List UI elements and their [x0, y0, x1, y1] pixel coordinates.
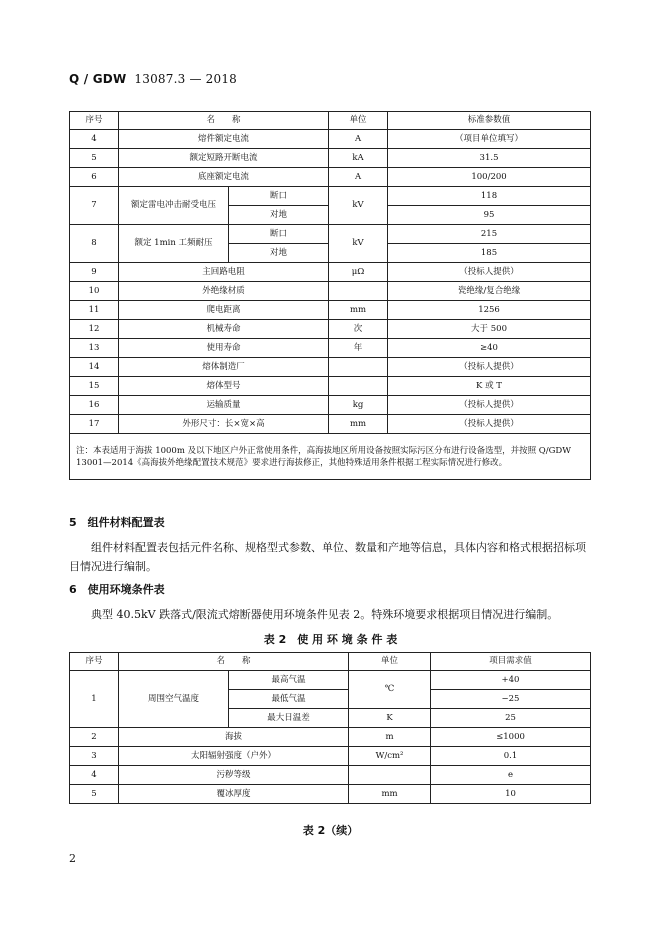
- cell-name: 额定短路开断电流: [119, 149, 329, 168]
- section-6-text: 典型 40.5kV 跌落式/限流式熔断器使用环境条件见表 2。特殊环境要求根据项目情况进行编制。: [91, 608, 559, 621]
- cell-name: 底座额定电流: [119, 168, 329, 187]
- cell-name: 运输质量: [119, 396, 329, 415]
- cell-name: 主回路电阻: [119, 263, 329, 282]
- standard-number: 13087.3 — 2018: [134, 72, 238, 86]
- cell-name: 太阳辐射强度（户外）: [119, 747, 349, 766]
- header-unit: 单位: [329, 112, 388, 130]
- cell-value: 185: [388, 244, 591, 263]
- cell-value: （投标人提供）: [388, 358, 591, 377]
- cell-value: 31.5: [388, 149, 591, 168]
- table-note-row: [70, 434, 591, 480]
- header-seq: 序号: [70, 653, 119, 671]
- page-number: 2: [69, 852, 76, 865]
- header-value: 标准参数值: [388, 112, 591, 130]
- section-6-heading: 6 使用环境条件表: [69, 583, 165, 596]
- cell-value: 10: [431, 785, 591, 804]
- cell-seq: 6: [70, 168, 119, 187]
- table-note: 注：本表适用于海拔 1000m 及以下地区户外正常使用条件，高海拔地区所用设备按照实际污区分布进行设备选型，并按照 Q/GDW 13001—2014《高海拔外绝缘配置技术规范》要求进行海拔修正，其他特殊适用条件根据工程实际情况进行修改。: [70, 434, 591, 480]
- table-row: [70, 415, 591, 434]
- table-row: [70, 225, 591, 244]
- cell-value: +40: [431, 671, 591, 690]
- header-unit: 单位: [349, 653, 431, 671]
- cell-unit: A: [329, 168, 388, 187]
- table-row: [70, 168, 591, 187]
- header-name: 名 称: [119, 112, 329, 130]
- cell-seq: 4: [70, 130, 119, 149]
- cell-seq: 17: [70, 415, 119, 434]
- table-2-continued: 表 2（续）: [302, 824, 359, 837]
- table-row: [70, 747, 591, 766]
- cell-subname: 对地: [229, 206, 329, 225]
- cell-name: 熔体制造厂: [119, 358, 329, 377]
- table-row: [70, 301, 591, 320]
- cell-value: （投标人提供）: [388, 396, 591, 415]
- cell-unit: kg: [329, 396, 388, 415]
- cell-seq: 5: [70, 149, 119, 168]
- table-row: [70, 282, 591, 301]
- cell-unit: [349, 766, 431, 785]
- cell-seq: 8: [70, 225, 119, 263]
- cell-seq: 13: [70, 339, 119, 358]
- cell-value: ≤1000: [431, 728, 591, 747]
- header-value: 项目需求值: [431, 653, 591, 671]
- cell-seq: 3: [70, 747, 119, 766]
- cell-value: 25: [431, 709, 591, 728]
- cell-value: e: [431, 766, 591, 785]
- cell-name: 熔件额定电流: [119, 130, 329, 149]
- table-row: [70, 320, 591, 339]
- table-row: [70, 130, 591, 149]
- cell-name: 额定雷电冲击耐受电压: [119, 187, 229, 225]
- cell-unit: mm: [329, 301, 388, 320]
- table-header-row: [70, 653, 591, 671]
- table-row: [70, 671, 591, 690]
- section-5-heading: 5 组件材料配置表: [69, 516, 165, 529]
- cell-seq: 12: [70, 320, 119, 339]
- table-row: [70, 263, 591, 282]
- cell-seq: 15: [70, 377, 119, 396]
- cell-unit: kV: [329, 187, 388, 225]
- cell-name: 额定 1min 工频耐压: [119, 225, 229, 263]
- table-header-row: [70, 112, 591, 130]
- cell-value: 瓷绝缘/复合绝缘: [388, 282, 591, 301]
- cell-subname: 最大日温差: [229, 709, 349, 728]
- cell-value: −25: [431, 690, 591, 709]
- parameter-table: [69, 111, 591, 480]
- table-row: [70, 149, 591, 168]
- cell-seq: 4: [70, 766, 119, 785]
- cell-name: 爬电距离: [119, 301, 329, 320]
- cell-subname: 断口: [229, 187, 329, 206]
- cell-unit: [329, 282, 388, 301]
- cell-seq: 7: [70, 187, 119, 225]
- cell-subname: 最低气温: [229, 690, 349, 709]
- cell-unit: kA: [329, 149, 388, 168]
- table-row: [70, 187, 591, 206]
- cell-name: 熔体型号: [119, 377, 329, 396]
- cell-unit: kV: [329, 225, 388, 263]
- cell-name: 外形尺寸：长×宽×高: [119, 415, 329, 434]
- cell-name: 周围空气温度: [119, 671, 229, 728]
- cell-seq: 9: [70, 263, 119, 282]
- cell-value: （投标人提供）: [388, 415, 591, 434]
- cell-value: ≥40: [388, 339, 591, 358]
- cell-name: 海拔: [119, 728, 349, 747]
- cell-value: 95: [388, 206, 591, 225]
- cell-seq: 16: [70, 396, 119, 415]
- document-header: [69, 72, 237, 86]
- table-row: [70, 766, 591, 785]
- table-row: [70, 377, 591, 396]
- cell-value: 118: [388, 187, 591, 206]
- cell-unit: 年: [329, 339, 388, 358]
- cell-unit: [329, 358, 388, 377]
- cell-name: 污秽等级: [119, 766, 349, 785]
- cell-name: 机械寿命: [119, 320, 329, 339]
- cell-name: 覆冰厚度: [119, 785, 349, 804]
- cell-unit: [329, 377, 388, 396]
- header-seq: 序号: [70, 112, 119, 130]
- table-row: [70, 358, 591, 377]
- cell-seq: 14: [70, 358, 119, 377]
- cell-subname: 对地: [229, 244, 329, 263]
- cell-seq: 10: [70, 282, 119, 301]
- cell-subname: 最高气温: [229, 671, 349, 690]
- cell-subname: 断口: [229, 225, 329, 244]
- cell-unit: mm: [349, 785, 431, 804]
- cell-unit: K: [349, 709, 431, 728]
- cell-value: 100/200: [388, 168, 591, 187]
- cell-unit: μΩ: [329, 263, 388, 282]
- cell-unit: mm: [329, 415, 388, 434]
- table-row: [70, 396, 591, 415]
- cell-value: K 或 T: [388, 377, 591, 396]
- table-row: [70, 785, 591, 804]
- cell-seq: 5: [70, 785, 119, 804]
- cell-value: 0.1: [431, 747, 591, 766]
- cell-value: 大于 500: [388, 320, 591, 339]
- table-row: [70, 728, 591, 747]
- section-5-text: 组件材料配置表包括元件名称、规格型式参数、单位、数量和产地等信息，具体内容和格式根据招标项目情况进行编制。: [69, 541, 586, 573]
- cell-unit: m: [349, 728, 431, 747]
- cell-value: （投标人提供）: [388, 263, 591, 282]
- table-2-caption: 表 2 使 用 环 境 条 件 表: [263, 633, 398, 646]
- cell-name: 使用寿命: [119, 339, 329, 358]
- environment-table: [69, 652, 591, 804]
- cell-value: 1256: [388, 301, 591, 320]
- cell-unit: ℃: [349, 671, 431, 709]
- cell-unit: A: [329, 130, 388, 149]
- cell-value: （项目单位填写）: [388, 130, 591, 149]
- cell-name: 外绝缘材质: [119, 282, 329, 301]
- header-name: 名 称: [119, 653, 349, 671]
- cell-seq: 2: [70, 728, 119, 747]
- cell-seq: 11: [70, 301, 119, 320]
- cell-unit: 次: [329, 320, 388, 339]
- cell-value: 215: [388, 225, 591, 244]
- standard-code: Q / GDW: [69, 72, 127, 86]
- table-row: [70, 339, 591, 358]
- cell-unit: W/cm²: [349, 747, 431, 766]
- cell-seq: 1: [70, 671, 119, 728]
